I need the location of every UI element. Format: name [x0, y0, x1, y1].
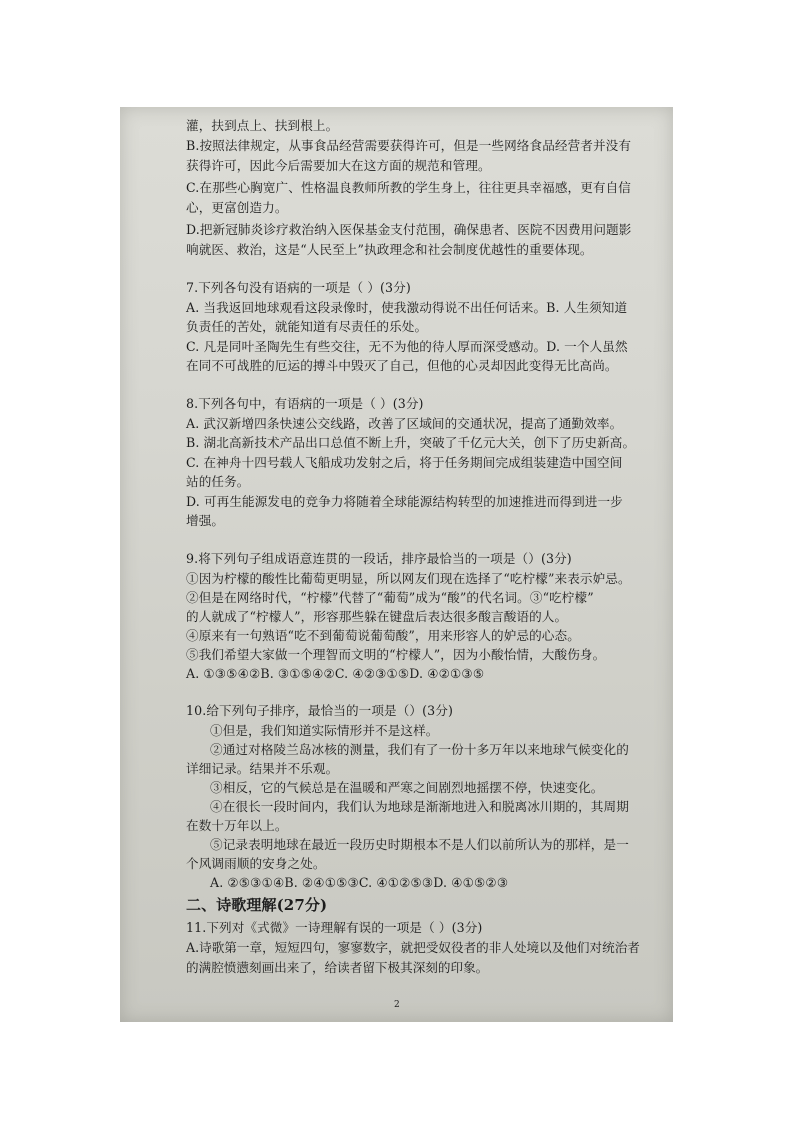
text-line: A. 当我返回地球观看这段录像时，使我激动得说不出任何话来。B. 人生须知道 [186, 300, 628, 315]
answer-options: A. ①③⑤④②B. ③①⑤④②C. ④②③①⑤D. ④②①③⑤ [186, 666, 485, 681]
exam-paper [120, 107, 673, 1022]
text-line: D. 可再生能源发电的竞争力将随着全球能源结构转型的加速推进而得到进一步 [186, 494, 623, 509]
text-line: ④在很长一段时间内，我们认为地球是渐渐地进入和脱离冰川期的，其周期 [210, 799, 629, 814]
text-line: 个风调雨顺的安身之处。 [186, 856, 326, 871]
text-line: 在同不可战胜的厄运的搏斗中毁灭了自己，但他的心灵却因此变得无比高尚。 [186, 358, 618, 373]
photographed-exam-page [120, 107, 673, 1022]
question-8-title: 8.下列各句中，有语病的一项是（ ）(3分) [186, 396, 424, 411]
text-line: ⑤记录表明地球在最近一段历史时期根本不是人们以前所认为的那样，是一 [210, 837, 629, 852]
text-line: 在数十万年以上。 [186, 818, 288, 833]
text-line: ④原来有一句熟语“吃不到葡萄说葡萄酸”，用来形容人的妒忌的心态。 [186, 628, 580, 643]
text-line: ⑤我们希望大家做一个理智而文明的“柠檬人”，因为小酸怡情，大酸伤身。 [186, 647, 606, 662]
text-line: A.诗歌第一章，短短四句，寥寥数字，就把受奴役者的非人处境以及他们对统治者 [186, 940, 640, 955]
text-line: C. 在神舟十四号载人飞船成功发射之后，将于任务期间完成组装建造中国空间 [186, 455, 623, 470]
page-number: 2 [394, 1000, 400, 1010]
text-line: B. 湖北高新技术产品出口总值不断上升，突破了千亿元大关，创下了历史新高。 [186, 435, 636, 450]
question-10-title: 10.给下列句子排序，最恰当的一项是（）(3分) [186, 703, 453, 718]
text-line: B.按照法律规定，从事食品经营需要获得许可，但是一些网络食品经营者并没有 [186, 138, 632, 153]
text-line: ①但是，我们知道实际情形并不是这样。 [210, 723, 439, 738]
text-line: 详细记录。结果并不乐观。 [186, 761, 339, 776]
text-line: D.把新冠肺炎诊疗救治纳入医保基金支付范围，确保患者、医院不因费用问题影 [186, 222, 632, 237]
text-line: ②但是在网络时代，“柠檬”代替了“葡萄”成为“酸”的代名词。③“吃柠檬” [186, 590, 594, 605]
text-line: 负责任的苦处，就能知道有尽责任的乐处。 [186, 319, 428, 334]
text-line: 的满腔愤懑刻画出来了，给读者留下极其深刻的印象。 [186, 960, 489, 975]
text-line: 获得许可，因此今后需要加大在这方面的规范和管理。 [186, 158, 491, 173]
question-9-title: 9.将下列句子组成语意连贯的一段话，排序最恰当的一项是（）(3分) [186, 551, 572, 566]
text-line: 响就医、救治，这是“人民至上”执政理念和社会制度优越性的重要体现。 [186, 242, 593, 257]
section-heading: 二、诗歌理解(27分) [186, 896, 328, 914]
text-line: 增强。 [186, 513, 225, 528]
text-line: C.在那些心胸宽广、性格温良教师所教的学生身上，往往更具幸福感，更有自信 [186, 180, 631, 195]
question-11-title: 11.下列对《式微》一诗理解有误的一项是（ ）(3分) [186, 920, 483, 935]
question-7-title: 7.下列各句没有语病的一项是（ ）(3分) [186, 280, 411, 295]
text-line: 心，更富创造力。 [186, 200, 288, 215]
text-line: 站的任务。 [186, 474, 250, 489]
answer-options: A. ②⑤③①④B. ②④①⑤③C. ④①②⑤③D. ④①⑤②③ [210, 875, 509, 890]
text-line: ①因为柠檬的酸性比葡萄更明显，所以网友们现在选择了“吃柠檬”来表示妒忌。 [186, 571, 631, 586]
text-line: ③相反，它的气候总是在温暖和严寒之间剧烈地摇摆不停，快速变化。 [210, 780, 604, 795]
text-line: 的人就成了“柠檬人”，形容那些躲在键盘后表达很多酸言酸语的人。 [186, 609, 568, 624]
text-line: C. 凡是同叶圣陶先生有些交往，无不为他的待人厚而深受感动。D. 一个人虽然 [186, 339, 628, 354]
text-line: A. 武汉新增四条快速公交线路，改善了区域间的交通状况，提高了通勤效率。 [186, 416, 623, 431]
text-line: 灌，扶到点上、扶到根上。 [186, 118, 339, 133]
text-line: ②通过对格陵兰岛冰核的测量，我们有了一份十多万年以来地球气候变化的 [210, 742, 629, 757]
